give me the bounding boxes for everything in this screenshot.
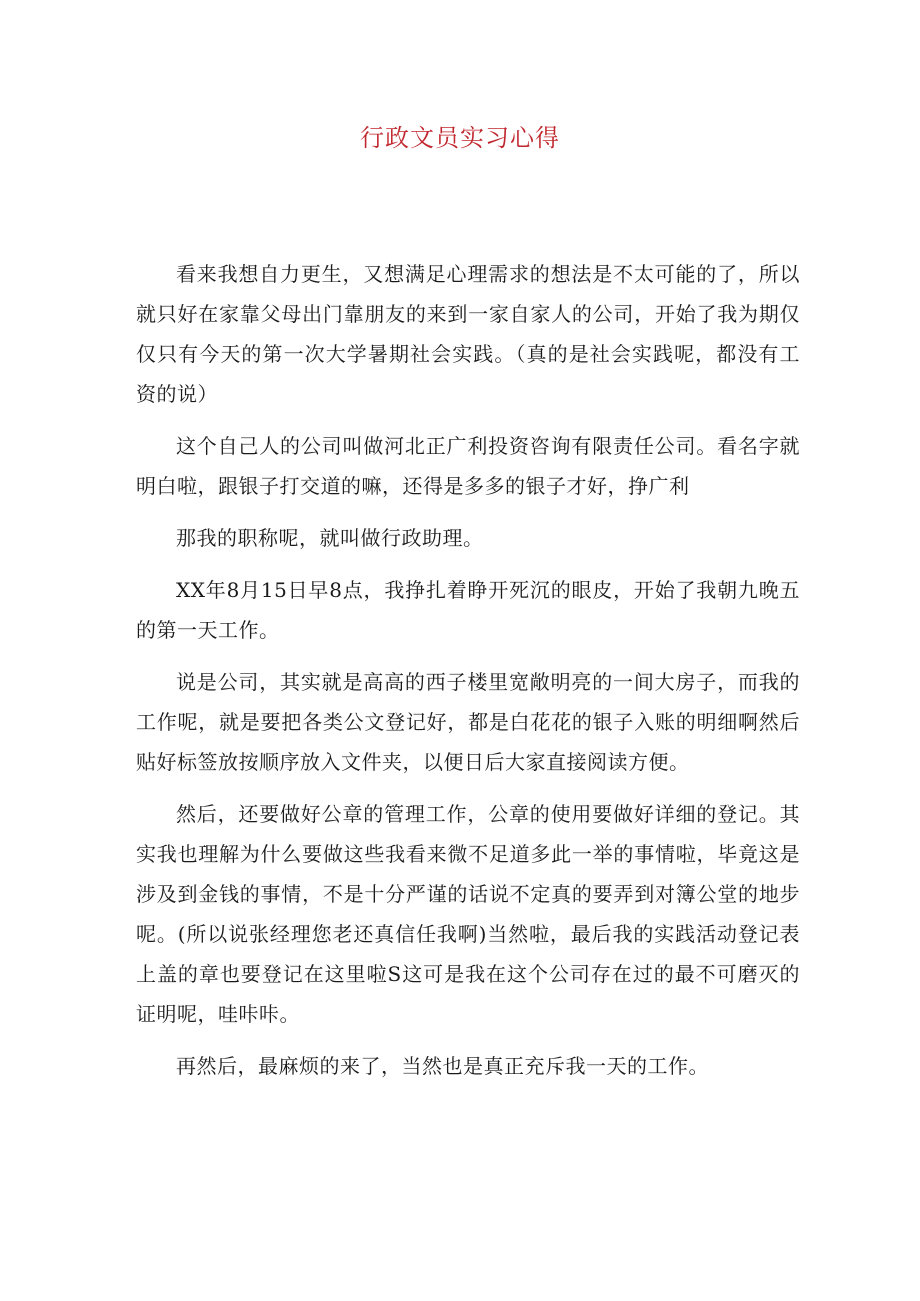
paragraph-6: 然后，还要做好公章的管理工作，公章的使用要做好详细的登记。其实我也理解为什么要做这些我看来微不足道多此一举的事情啦，毕竟这是涉及到金钱的事情，不是十分严谨的话说不定真的要弄到对簿公堂的地步呢。(所以说张经理您老还真信任我啊)当然啦，最后我的实践活动登记表上盖的章也要登记在这里啦S这可是我在这个公司存在过的最不可磨灭的证明呢，哇咔咔。 bbox=[136, 802, 800, 1026]
document-body bbox=[136, 254, 800, 1098]
paragraph-2: 这个自己人的公司叫做河北正广利投资咨询有限责任公司。看名字就明白啦，跟银子打交道的嘛，还得是多多的银子才好，挣广利 bbox=[136, 434, 800, 498]
document-title: 行政文员实习心得 bbox=[360, 124, 560, 152]
paragraph-1: 看来我想自力更生，又想满足心理需求的想法是不太可能的了，所以就只好在家靠父母出门靠朋友的来到一家自家人的公司，开始了我为期仅仅只有今天的第一次大学暑期社会实践。（真的是社会实践呢，都没有工资的说） bbox=[136, 262, 800, 406]
paragraph-4: XX年8月15日早8点，我挣扎着睁开死沉的眼皮，开始了我朝九晚五的第一天工作。 bbox=[136, 578, 800, 642]
paragraph-3: 那我的职称呢，就叫做行政助理。 bbox=[176, 526, 484, 550]
paragraph-7: 再然后，最麻烦的来了，当然也是真正充斥我一天的工作。 bbox=[176, 1054, 709, 1078]
paragraph-5: 说是公司，其实就是高高的西子楼里宽敞明亮的一间大房子，而我的工作呢，就是要把各类公文登记好，都是白花花的银子入账的明细啊然后贴好标签放按顺序放入文件夹，以便日后大家直接阅读方便。 bbox=[136, 670, 800, 774]
